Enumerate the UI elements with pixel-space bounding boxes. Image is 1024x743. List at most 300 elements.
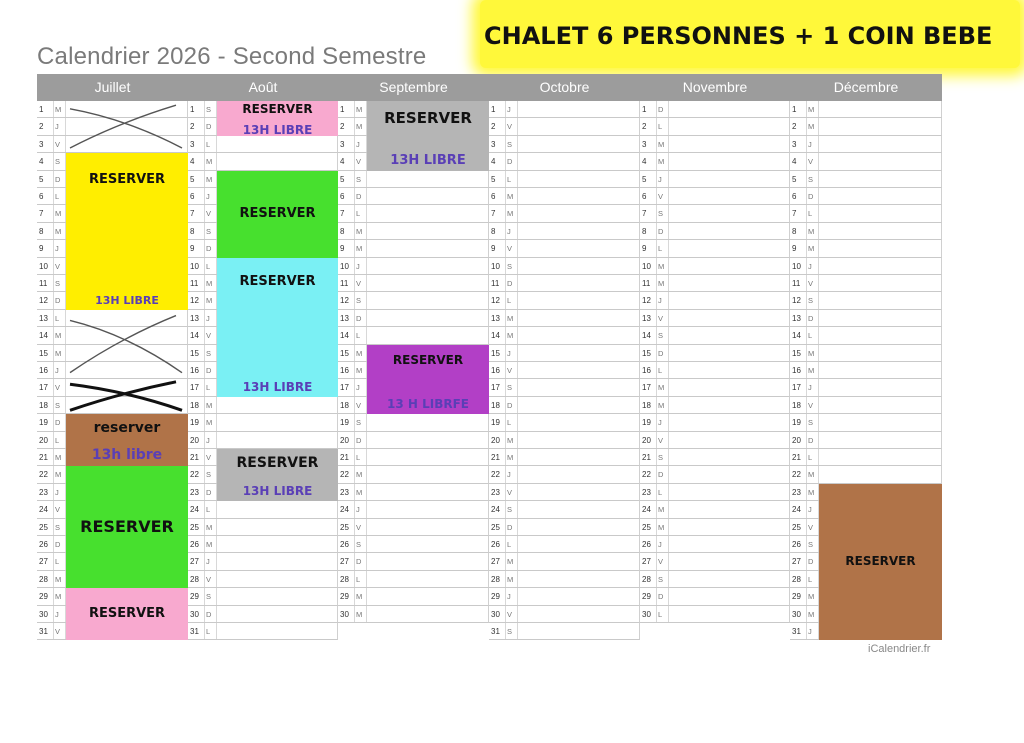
day-row[interactable] [640,275,790,292]
divider [366,258,367,274]
weekday-letter: M [356,366,363,375]
divider [354,379,355,395]
weekday-letter: S [658,331,664,341]
day-row[interactable] [489,345,640,362]
booking-label: RESERVER [239,274,316,290]
day-row[interactable] [489,362,640,379]
divider [366,414,367,430]
day-number: 7 [792,209,797,219]
divider [354,275,355,291]
divider [366,205,367,221]
day-row[interactable] [640,118,790,135]
divider [216,571,217,587]
day-row[interactable] [489,171,640,188]
day-row[interactable] [338,275,489,292]
day-row[interactable] [640,606,790,623]
day-row[interactable] [489,205,640,222]
divider [668,553,669,569]
day-row[interactable] [338,536,489,553]
divider [216,553,217,569]
day-number: 26 [792,540,801,549]
day-row[interactable] [790,223,942,240]
day-row[interactable] [188,136,338,153]
day-row[interactable] [640,553,790,570]
day-row[interactable] [640,205,790,222]
weekday-letter: V [55,627,61,636]
day-number: 5 [190,174,195,184]
day-row[interactable] [489,553,640,570]
divider [818,397,819,413]
day-row[interactable] [489,136,640,153]
day-row[interactable] [489,414,640,431]
day-row[interactable] [640,484,790,501]
day-row[interactable] [640,171,790,188]
weekday-letter: D [808,557,814,567]
day-row[interactable] [640,449,790,466]
divider [517,501,518,517]
day-row[interactable] [489,519,640,536]
day-row[interactable] [790,258,942,275]
day-row[interactable] [338,414,489,431]
divider [505,606,506,622]
day-row[interactable] [489,588,640,605]
day-number: 21 [340,453,349,462]
day-row[interactable] [489,379,640,396]
divider [806,153,807,169]
weekday-letter: D [507,157,513,167]
day-row[interactable] [188,588,338,605]
divider [818,466,819,482]
weekday-letter: M [206,400,213,410]
day-number: 1 [39,105,44,114]
divider [806,379,807,395]
day-row[interactable] [790,153,942,170]
day-row[interactable] [790,205,942,222]
divider [505,136,506,152]
free-time-label: 13h libre [91,447,163,464]
divider [366,240,367,256]
day-row[interactable] [640,414,790,431]
divider [505,501,506,517]
weekday-letter: M [658,383,665,393]
divider [204,118,205,134]
divider [517,327,518,343]
day-number: 17 [792,383,801,393]
day-number: 18 [491,400,500,410]
day-number: 11 [340,279,349,288]
divider [204,553,205,569]
day-number: 20 [792,435,801,445]
divider [656,519,657,535]
day-row[interactable] [188,153,338,170]
weekday-letter: J [658,418,662,428]
divider [53,188,54,204]
day-row[interactable] [338,327,489,344]
divider [53,205,54,221]
divider [668,449,669,465]
day-row[interactable] [640,432,790,449]
divider [806,310,807,326]
divider [53,379,54,395]
day-row[interactable] [790,240,942,257]
day-number: 8 [340,226,345,236]
day-number: 13 [642,313,651,323]
day-row[interactable] [640,379,790,396]
day-row[interactable] [489,240,640,257]
divider [366,171,367,187]
weekday-letter: J [55,609,59,619]
divider [53,258,54,274]
weekday-letter: V [206,209,212,219]
day-row[interactable] [640,466,790,483]
day-row[interactable] [790,275,942,292]
weekday-letter: L [658,487,663,497]
day-row[interactable] [338,240,489,257]
day-number: 7 [491,209,496,219]
divider [204,571,205,587]
weekday-letter: L [206,139,211,149]
divider [668,606,669,622]
divider [354,449,355,465]
day-row[interactable] [338,171,489,188]
day-number: 28 [340,574,349,584]
divider [204,606,205,622]
divider [806,606,807,622]
weekday-letter: M [206,296,213,306]
divider [354,588,355,604]
weekday-letter: M [55,209,62,219]
day-number: 5 [792,174,797,184]
weekday-letter: M [808,470,815,480]
day-row[interactable] [790,345,942,362]
weekday-letter: M [658,505,665,515]
divider [204,397,205,413]
weekday-letter: M [808,487,815,497]
day-number: 5 [340,174,345,184]
day-number: 28 [792,574,801,584]
day-number: 28 [190,574,199,584]
day-row[interactable] [640,240,790,257]
booking-label: RESERVER [384,109,472,128]
booking-block-sep-15-18[interactable] [367,345,489,415]
weekday-letter: S [206,226,212,236]
divider [668,345,669,361]
booking-block-jul-19-21[interactable] [66,414,188,466]
day-row[interactable] [790,310,942,327]
day-number: 17 [491,383,500,393]
day-row[interactable] [790,397,942,414]
day-row[interactable] [489,449,640,466]
day-number: 29 [491,592,500,602]
day-row[interactable] [640,397,790,414]
day-row[interactable] [489,310,640,327]
weekday-letter: V [206,574,212,584]
day-number: 7 [340,209,345,219]
weekday-letter: J [507,226,511,236]
day-number: 29 [39,592,48,602]
day-row[interactable] [640,258,790,275]
divider [505,118,506,134]
day-row[interactable] [489,153,640,170]
divider [505,240,506,256]
day-row[interactable] [640,327,790,344]
day-row[interactable] [790,432,942,449]
divider [806,327,807,343]
booking-block-dec-23-31[interactable] [819,484,942,641]
day-number: 17 [642,383,651,393]
day-row[interactable] [188,536,338,553]
divider [818,414,819,430]
day-number: 6 [190,192,195,201]
day-number: 2 [340,122,345,132]
day-number: 24 [491,505,500,515]
day-row[interactable] [640,588,790,605]
day-row[interactable] [338,449,489,466]
weekday-letter: J [658,296,662,306]
day-row[interactable] [489,623,640,640]
divider [53,240,54,256]
day-row[interactable] [188,571,338,588]
day-row[interactable] [338,292,489,309]
day-number: 11 [39,279,48,288]
booking-block-aug-10-17[interactable] [217,258,338,397]
divider [517,484,518,500]
divider [53,118,54,134]
weekday-letter: V [356,157,362,167]
weekday-letter: V [808,157,814,167]
weekday-letter: V [658,192,664,201]
day-row[interactable] [188,414,338,431]
weekday-letter: D [206,244,212,254]
day-row[interactable] [338,606,489,623]
weekday-letter: J [206,435,210,445]
divider [366,571,367,587]
divider [656,362,657,378]
day-number: 22 [190,470,199,480]
divider [668,414,669,430]
divider [668,275,669,291]
day-row[interactable] [338,188,489,205]
day-number: 15 [491,348,500,358]
day-row[interactable] [489,606,640,623]
day-number: 19 [39,418,48,428]
day-row[interactable] [790,101,942,118]
day-number: 5 [491,174,496,184]
weekday-letter: S [507,139,513,149]
divider [806,623,807,639]
day-row[interactable] [188,553,338,570]
day-row[interactable] [790,136,942,153]
divider [53,171,54,187]
day-number: 12 [792,296,801,306]
day-row[interactable] [640,345,790,362]
day-number: 8 [491,226,496,236]
day-number: 20 [340,435,349,445]
day-row[interactable] [640,501,790,518]
day-row[interactable] [338,484,489,501]
divider [656,553,657,569]
booking-block-jul-22-28[interactable] [66,466,188,588]
day-number: 23 [491,487,500,497]
day-row[interactable] [640,188,790,205]
day-row[interactable] [489,466,640,483]
day-row[interactable] [489,275,640,292]
divider [505,449,506,465]
day-row[interactable] [640,223,790,240]
weekday-letter: M [507,209,514,219]
day-row[interactable] [338,571,489,588]
divider [656,536,657,552]
day-number: 13 [39,313,48,323]
day-number: 1 [491,105,496,114]
day-row[interactable] [489,118,640,135]
day-number: 26 [642,540,651,549]
booking-block-sep-1-4[interactable] [367,101,489,171]
day-row[interactable] [188,432,338,449]
divider [517,275,518,291]
day-row[interactable] [489,292,640,309]
day-row[interactable] [338,310,489,327]
day-row[interactable] [790,188,942,205]
divider [366,310,367,326]
weekday-letter: V [356,522,362,532]
day-row[interactable] [489,536,640,553]
weekday-letter: D [206,487,212,497]
day-row[interactable] [640,101,790,118]
day-number: 20 [190,435,199,445]
day-number: 7 [642,209,647,219]
divider [806,571,807,587]
day-row[interactable] [188,501,338,518]
divider [354,310,355,326]
day-row[interactable] [640,136,790,153]
day-number: 25 [642,522,651,532]
day-row[interactable] [188,606,338,623]
day-number: 24 [642,505,651,515]
day-row[interactable] [790,118,942,135]
divider [505,153,506,169]
day-row[interactable] [489,188,640,205]
weekday-letter: M [356,348,363,358]
day-row[interactable] [489,327,640,344]
booking-block-aug-21-23[interactable] [217,449,338,501]
day-row[interactable] [640,153,790,170]
weekday-letter: D [808,192,814,201]
divider [354,118,355,134]
day-number: 16 [340,366,349,375]
day-row[interactable] [790,362,942,379]
day-row[interactable] [640,362,790,379]
day-row[interactable] [640,536,790,553]
day-number: 27 [642,557,651,567]
day-row[interactable] [640,519,790,536]
weekday-letter: D [206,366,212,375]
booking-block-jul-29-31[interactable] [66,588,188,640]
cross-out-mark [66,379,188,414]
day-row[interactable] [188,623,338,640]
day-number: 10 [642,261,651,271]
weekday-letter: D [658,592,664,602]
day-row[interactable] [338,432,489,449]
day-row[interactable] [338,588,489,605]
weekday-letter: D [356,192,362,201]
day-number: 4 [39,157,44,167]
weekday-letter: D [356,557,362,567]
day-row[interactable] [338,519,489,536]
day-row[interactable] [489,258,640,275]
day-row[interactable] [640,292,790,309]
day-number: 10 [39,261,48,271]
day-row[interactable] [338,501,489,518]
divider [354,327,355,343]
weekday-letter: J [356,505,360,515]
divider [204,310,205,326]
divider [517,571,518,587]
day-row[interactable] [489,397,640,414]
day-row[interactable] [338,258,489,275]
day-row[interactable] [188,397,338,414]
day-row[interactable] [790,449,942,466]
day-number: 6 [39,192,44,201]
weekday-letter: L [658,122,663,132]
weekday-letter: J [356,261,360,271]
divider [818,310,819,326]
weekday-letter: J [206,557,210,567]
divider [818,327,819,343]
day-row[interactable] [790,171,942,188]
weekday-letter: D [206,609,212,619]
day-row[interactable] [338,223,489,240]
booking-block-aug-1-2[interactable] [217,101,338,136]
cross-out-mark [66,310,188,380]
day-row[interactable] [790,327,942,344]
day-row[interactable] [489,571,640,588]
day-row[interactable] [790,414,942,431]
day-row[interactable] [790,292,942,309]
day-number: 10 [340,261,349,271]
day-row[interactable] [188,519,338,536]
free-time-label: 13H LIBRE [390,152,466,168]
weekday-letter: D [507,279,513,288]
day-row[interactable] [790,466,942,483]
weekday-letter: J [55,487,59,497]
day-row[interactable] [489,223,640,240]
day-row[interactable] [338,553,489,570]
day-row[interactable] [489,484,640,501]
day-row[interactable] [489,501,640,518]
day-row[interactable] [640,571,790,588]
day-row[interactable] [790,379,942,396]
day-number: 16 [792,366,801,375]
booking-block-aug-5-9[interactable] [217,171,338,258]
day-row[interactable] [489,101,640,118]
day-number: 3 [491,139,496,149]
day-row[interactable] [489,432,640,449]
divider [517,345,518,361]
weekday-letter: D [356,435,362,445]
day-number: 3 [39,139,44,149]
divider [505,292,506,308]
divider [53,484,54,500]
day-row[interactable] [338,466,489,483]
divider [656,397,657,413]
day-row[interactable] [640,310,790,327]
day-row[interactable] [338,205,489,222]
divider [517,205,518,221]
weekday-letter: L [658,244,663,254]
weekday-letter: L [356,331,361,341]
booking-block-jul-4-12[interactable] [66,153,188,310]
